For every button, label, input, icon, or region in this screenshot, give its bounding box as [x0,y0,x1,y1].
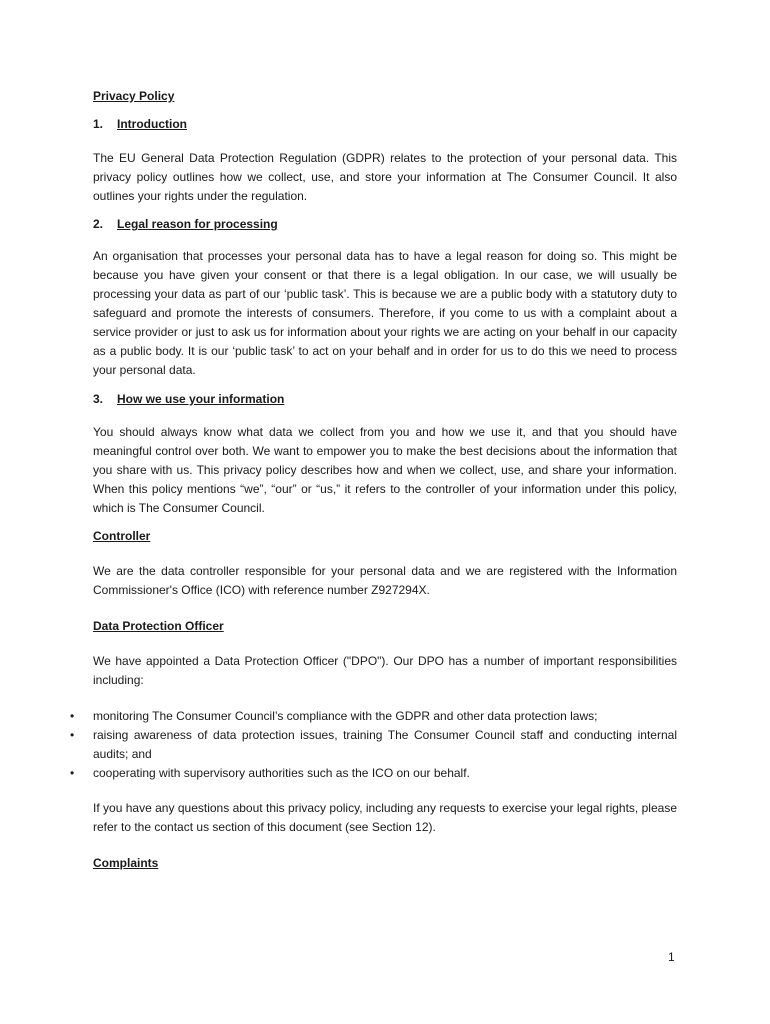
section-1-body: The EU General Data Protection Regulation (GDPR) relates to the protection of your personal data. This privacy policy outlines how we collect, use, and store your information at The Consumer Council. It also outlines your rights under the regulation. [93,151,677,203]
bullet-icon: • [70,766,75,780]
dpo-body: We have appointed a Data Protection Officer ("DPO"). Our DPO has a number of important responsibilities including: [93,654,677,687]
list-item: cooperating with supervisory authorities such as the ICO on our behalf. [93,766,470,780]
section-number: 1. [93,117,104,131]
dpo-heading: Data Protection Officer [93,619,224,633]
complaints-heading: Complaints [93,856,159,870]
section-3-heading [93,390,677,409]
controller-heading: Controller [93,529,151,543]
section-title: Introduction [117,117,187,131]
dpo-after-text: If you have any questions about this privacy policy, including any requests to exercise your legal rights, please refer to the contact us section of this document (see Section 12). [93,801,677,834]
section-title: Legal reason for processing [117,217,278,231]
section-2-body: An organisation that processes your personal data has to have a legal reason for doing so. This might be because you have given your consent or that there is a legal obligation. In our case, we will usually be processing your data as part of our ‘public task’. This is because we are a public body with a statutory duty to safeguard and promote the interests of consumers. Therefore, if you come to us with a complaint about a service provider or just to ask us for information about your rights we are acting on your behalf in our capacity as a public body. It is our ‘public task’ to act on your behalf and in order for us to do this we need to process your personal data. [93,249,677,377]
section-title: How we use your information [117,392,285,406]
section-2-heading [93,215,677,234]
document-title: Privacy Policy [93,89,175,103]
section-number: 2. [93,217,104,231]
list-item: monitoring The Consumer Council’s compliance with the GDPR and other data protection laws; [93,709,598,723]
section-1-heading [93,115,677,134]
bullet-icon: • [70,709,75,723]
controller-body: We are the data controller responsible for your personal data and we are registered with the Information Commissioner's Office (ICO) with reference number Z927294X. [93,564,677,597]
section-3-body: You should always know what data we collect from you and how we use it, and that you should have meaningful control over both. We want to empower you to make the best decisions about the information that you share with us. This privacy policy describes how and when we collect, use, and share your information. When this policy mentions “we”, “our” or “us,” it refers to the controller of your information under this policy, which is The Consumer Council. [93,425,677,515]
page-number: 1 [668,950,675,964]
bullet-icon: • [70,728,75,742]
section-number: 3. [93,392,104,406]
list-item: raising awareness of data protection issues, training The Consumer Council staff and conducting internal audits; and [93,728,677,761]
